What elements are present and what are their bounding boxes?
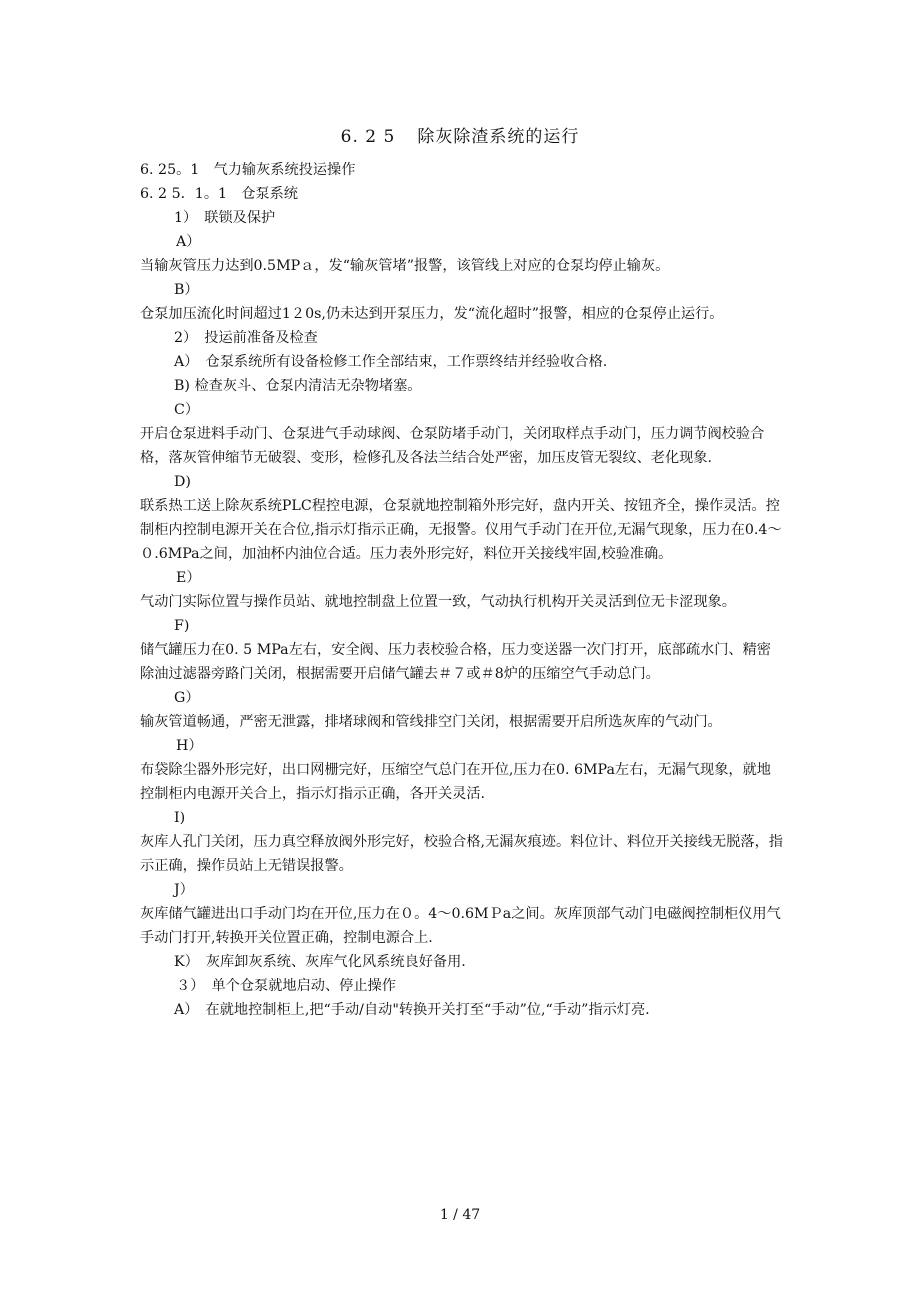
heading-6-25-1-1: 6. 2 5．1。1 仓泵系统 [140,186,298,202]
sub-item-j: J） [174,882,194,898]
section-title [0,122,920,147]
sub-item-a: A） 仓泵系统所有设备检修工作全部结束，工作票终结并经验收合格. [174,354,608,370]
section-number: 6. 2 5 [340,127,396,147]
paragraph: 仓泵加压流化时间超过1２0s,仍未达到开泵压力，发“流化超时”报警，相应的仓泵停止运行。 [140,306,724,322]
section-title-text: 除灰除渣系统的运行 [417,127,580,147]
sub-item-i: I) [174,810,186,826]
paragraph: 开启仓泵进料手动门、仓泵进气手动球阀、仓泵防堵手动门，关闭取样点手动门，压力调节阀校验合格，落灰管伸缩节无破裂、变形，检修孔及各法兰结合处严密，加压皮管无裂纹、老化现象. [140,426,765,466]
paragraph: 储气罐压力在0. 5 MPa左右，安全阀、压力表校验合格，压力变送器一次门打开，底部疏水门、精密除油过滤器旁路门关闭，根据需要开启储气罐去＃７或＃8炉的压缩空气手动总门。 [140,642,771,682]
sub-item-g: G） [174,690,200,706]
paragraph: 布袋除尘器外形完好，出口网栅完好，压缩空气总门在开位,压力在0. 6MPa左右，无漏气现象，就地控制柜内电源开关合上，指示灯指示正确，各开关灵活. [140,762,771,802]
heading-6-25-1: 6. 25。1 气力输灰系统投运操作 [140,162,356,178]
sub-item-a: A） 在就地控制柜上,把“手动/自动"转换开关打至“手动”位,“手动”指示灯亮. [174,1002,650,1018]
paragraph: 联系热工送上除灰系统PLC程控电源，仓泵就地控制箱外形完好，盘内开关、按钮齐全，操作灵活。控制柜内控制电源开关在合位,指示灯指示正确，无报警。仪用气手动门在开位,无漏气现象，压力在0.4～０.6MPa之间，加油杯内油位合适。压力表外形完好，料位开关接线牢固,校验准确。 [140,498,782,562]
sub-item-k: K） 灰库卸灰系统、灰库气化风系统良好备用. [174,954,466,970]
paragraph: 灰库储气罐进出口手动门均在开位,压力在０。4～0.6MＰa之间。灰库顶部气动门电磁阀控制柜仪用气手动门打开,转换开关位置正确，控制电源合上. [140,906,781,946]
sub-item-b: B） [174,282,199,298]
sub-item-b: B) 检查灰斗、仓泵内清洁无杂物堵塞。 [174,378,422,394]
paragraph: 灰库人孔门关闭，压力真空释放阀外形完好，校验合格,无漏灰痕迹。料位计、料位开关接线无脱落，指示正确，操作员站上无错误报警。 [140,834,783,874]
page-number: 1 / 47 [439,1207,481,1223]
sub-item-f: F) [174,618,190,634]
item-1-interlock: 1） 联锁及保护 [174,210,276,226]
item-2-preparation: 2） 投运前准备及检查 [174,330,318,346]
sub-item-c: C） [174,402,200,418]
paragraph: 输灰管道畅通，严密无泄露，排堵球阀和管线排空门关闭，根据需要开启所选灰库的气动门。 [140,714,722,730]
sub-item-a: A） [176,234,201,250]
sub-item-h: H） [176,738,203,754]
paragraph: 当输灰管压力达到0.5MPａ，发“输灰管堵”报警，该管线上对应的仓泵均停止输灰。 [140,258,670,274]
sub-item-d: D) [174,474,191,490]
sub-item-e: E） [176,570,201,586]
document-body [140,158,784,1022]
item-3-local-start-stop: ３） 单个仓泵就地启动、停止操作 [176,978,396,994]
paragraph: 气动门实际位置与操作员站、就地控制盘上位置一致，气动执行机构开关灵活到位无卡涩现象。 [140,594,736,610]
